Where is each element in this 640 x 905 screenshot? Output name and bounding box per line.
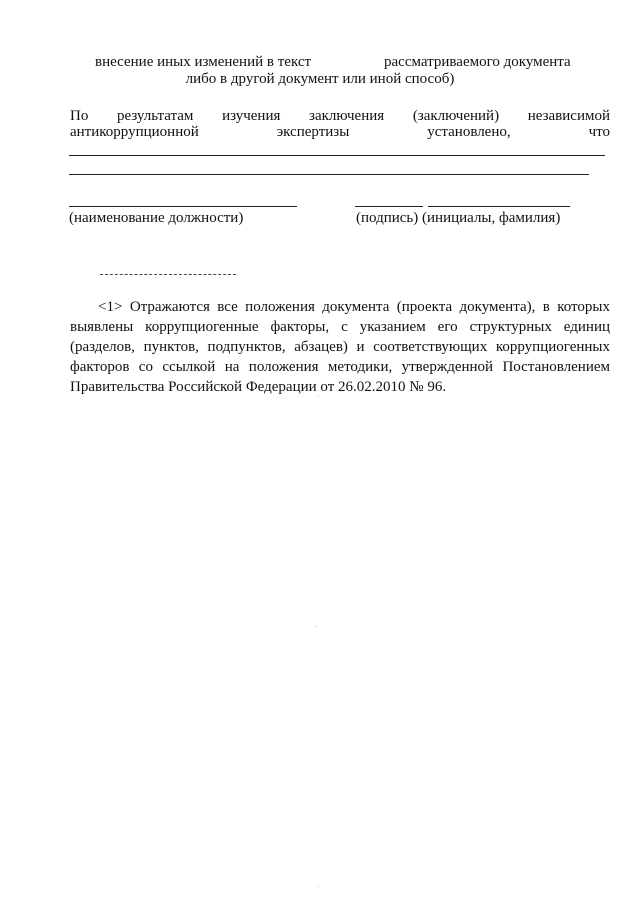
conclusion-word: экспертизы — [276, 124, 350, 140]
fill-in-line-1 — [69, 155, 605, 156]
conclusion-word: что — [588, 124, 610, 140]
conclusion-word: результатам — [116, 108, 194, 124]
conclusion-word: (заключений) — [412, 108, 500, 124]
conclusion-word: независимой — [527, 108, 610, 124]
conclusion-word: По — [70, 108, 89, 124]
footnote-separator — [100, 274, 236, 275]
conclusion-line-2 — [70, 124, 610, 141]
conclusion-line-1 — [70, 108, 610, 125]
conclusion-word: установлено, — [427, 124, 511, 140]
signature-caption: (подпись) (инициалы, фамилия) — [356, 210, 561, 226]
scan-speck — [318, 396, 319, 397]
footnote-text: <1> Отражаются все положения документа (проекта документа), в которых выявлены коррупциогенные факторы, с указанием его структурных единиц (разделов, пунктов, подпунктов, абзацев) и соответствующих коррупциогенных факторов со ссылкой на положения методики, утвержденной Постановлением Правительства Российской Федерации от 26.02.2010 № 96. — [70, 299, 610, 395]
header-line-2: либо в другой документ или иной способ) — [185, 71, 455, 87]
scan-speck — [316, 626, 317, 627]
signature-line — [355, 206, 423, 207]
header-line-1-right: рассматриваемого документа — [384, 54, 571, 70]
conclusion-word: изучения — [222, 108, 281, 124]
fill-in-line-2 — [69, 174, 589, 175]
conclusion-word: антикоррупционной — [70, 124, 199, 140]
position-signature-line — [69, 206, 297, 207]
scan-speck — [318, 886, 319, 887]
position-caption: (наименование должности) — [69, 210, 244, 226]
conclusion-word: заключения — [309, 108, 385, 124]
name-signature-line — [428, 206, 570, 207]
header-line-1-left: внесение иных изменений в текст — [95, 54, 312, 70]
